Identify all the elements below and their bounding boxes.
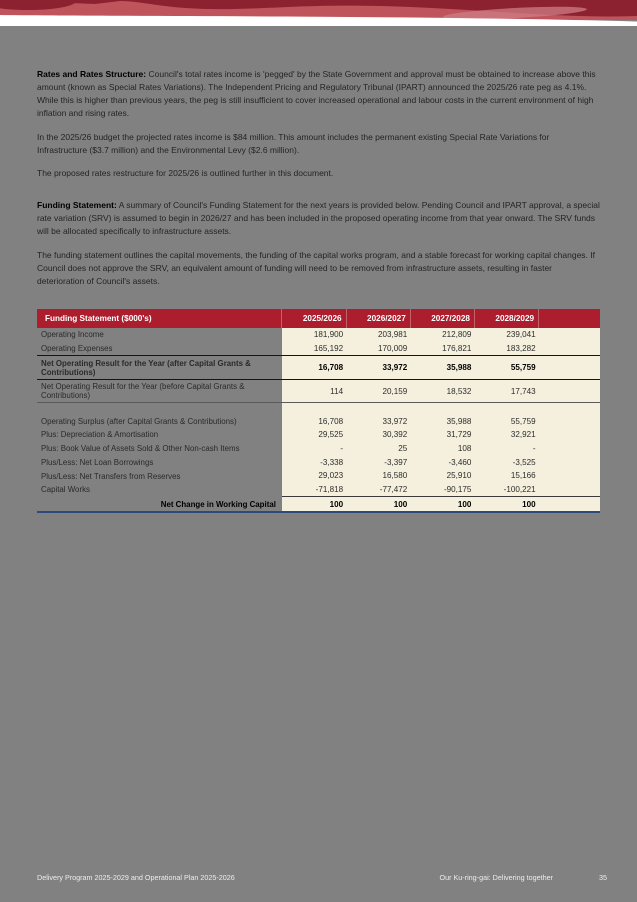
cell-value: 55,759 <box>474 414 538 428</box>
spacer-cell <box>539 328 600 342</box>
table-row-net-loan-borrowings <box>37 455 600 469</box>
row-label: Operating Expenses <box>41 343 113 353</box>
cell-value <box>346 403 410 415</box>
header-wave-banner <box>0 0 637 26</box>
cell-value: 33,972 <box>346 356 410 380</box>
spacer-cell <box>539 414 600 428</box>
cell-value: 16,580 <box>346 469 410 483</box>
spacer-cell <box>539 341 600 355</box>
footer-document-title: Delivery Program 2025-2029 and Operational Plan 2025-2026 <box>37 873 235 882</box>
row-label: Plus/Less: Net Transfers from Reserves <box>41 471 181 481</box>
cell-value: 203,981 <box>346 328 410 342</box>
table-row-net-result-before-grants <box>37 379 600 403</box>
table-row-net-transfers-reserves <box>37 469 600 483</box>
paragraph-text: The proposed rates restructure for 2025/26 is outlined further in this document. <box>37 168 334 179</box>
cell-value: 100 <box>474 497 538 512</box>
row-label: Operating Income <box>41 330 104 340</box>
cell-value: 31,729 <box>410 428 474 442</box>
spacer-cell <box>539 379 600 403</box>
cell-value: 35,988 <box>410 356 474 380</box>
table-row-net-result-after-grants <box>37 356 600 380</box>
cell-value: 16,708 <box>282 356 346 380</box>
paragraph-text: The funding statement outlines the capital movements, the funding of the capital works program, and a stable forecast for working capital changes. If Council does not approve the SRV, an equivalent amount of funding will need to be removed from infrastructure assets, resulting in faster deterioration of Council's assets. <box>37 250 596 286</box>
table-row-net-change-working-capital <box>37 497 600 512</box>
cell-value: 29,023 <box>282 469 346 483</box>
cell-value: -3,397 <box>346 455 410 469</box>
cell-value: 15,166 <box>474 469 538 483</box>
cell-value: 165,192 <box>282 341 346 355</box>
cell-value: 55,759 <box>474 356 538 380</box>
paragraph-text: A summary of Council's Funding Statement for the next years is provided below. Pending Council and IPART approval, a special rate variation (SRV) is assumed to begin in 2026/27 and has been included in the proposed operating income from that year onward. The SRV funds will be allocated specifically to infrastructure assets. <box>37 200 600 237</box>
cell-value <box>410 403 474 415</box>
cell-value: -90,175 <box>410 483 474 497</box>
cell-value: 18,532 <box>410 379 474 403</box>
cell-value: 181,900 <box>282 328 346 342</box>
column-header-2025-2026: 2025/2026 <box>282 309 346 328</box>
spacer-cell <box>539 483 600 497</box>
cell-value: 32,921 <box>474 428 538 442</box>
cell-value: 20,159 <box>346 379 410 403</box>
spacer-cell <box>539 403 600 415</box>
cell-value: 100 <box>410 497 474 512</box>
row-label: Plus/Less: Net Loan Borrowings <box>41 457 154 467</box>
wave-graphic-icon <box>0 0 637 26</box>
cell-value: 176,821 <box>410 341 474 355</box>
cell-value: 17,743 <box>474 379 538 403</box>
paragraph-funding-statement <box>37 199 600 238</box>
cell-value: -77,472 <box>346 483 410 497</box>
cell-value: 108 <box>410 442 474 456</box>
row-label: Plus: Depreciation & Amortisation <box>41 430 159 440</box>
row-label: Net Operating Result for the Year (after Capital Grants & Contributions) <box>37 356 282 380</box>
spacer-cell <box>539 469 600 483</box>
cell-value: 33,972 <box>346 414 410 428</box>
table-title: Funding Statement ($000's) <box>37 309 282 328</box>
page-footer <box>37 873 607 882</box>
paragraph-capital-movements <box>37 249 600 288</box>
footer-tagline: Our Ku-ring-gai: Delivering together <box>439 873 553 882</box>
column-header-2028-2029: 2028/2029 <box>474 309 538 328</box>
table-row-book-value-assets <box>37 442 600 456</box>
cell-value: 212,809 <box>410 328 474 342</box>
funding-statement-table <box>37 309 600 513</box>
cell-value: -71,818 <box>282 483 346 497</box>
row-label <box>37 403 282 415</box>
table-row-capital-works <box>37 483 600 497</box>
paragraph-rates-restructure <box>37 167 600 180</box>
paragraph-lead: Funding Statement: <box>37 200 117 211</box>
cell-value: - <box>474 442 538 456</box>
cell-value: 30,392 <box>346 428 410 442</box>
table-row-operating-surplus <box>37 414 600 428</box>
page-number: 35 <box>599 873 607 882</box>
header-spacer-cell <box>539 309 600 328</box>
spacer-cell <box>539 455 600 469</box>
paragraph-rates-income <box>37 131 600 157</box>
page-body <box>0 26 637 513</box>
cell-value <box>474 403 538 415</box>
cell-value: -3,338 <box>282 455 346 469</box>
cell-value: 25,910 <box>410 469 474 483</box>
row-label: Operating Surplus (after Capital Grants & Contributions) <box>41 416 237 426</box>
spacer-cell <box>539 356 600 380</box>
table-row-spacer <box>37 403 600 415</box>
paragraph-text: In the 2025/26 budget the projected rates income is $84 million. This amount includes the permanent existing Special Rate Variations for Infrastructure ($3.7 million) and the Environmental Levy ($2.6 million). <box>37 131 550 155</box>
row-label: Net Operating Result for the Year (before Capital Grants & Contributions) <box>37 379 282 403</box>
cell-value: - <box>282 442 346 456</box>
cell-value: -3,460 <box>410 455 474 469</box>
table-row-operating-expenses <box>37 341 600 355</box>
cell-value: -100,221 <box>474 483 538 497</box>
cell-value: 16,708 <box>282 414 346 428</box>
spacer-cell <box>539 428 600 442</box>
column-header-2026-2027: 2026/2027 <box>346 309 410 328</box>
cell-value: 35,988 <box>410 414 474 428</box>
table-row-depreciation <box>37 428 600 442</box>
paragraph-text: Council's total rates income is 'pegged' by the State Government and approval must be obtained to increase above this amount (known as Special Rates Variations). The Independent Pricing and Regulatory Tribunal (IPART) announced the 2025/26 rate peg as 4.1%. While this is higher than previous years, the peg is still insufficient to cover increased operational and labour costs in the current environment of high inflation and rising rates. <box>37 69 596 118</box>
column-header-2027-2028: 2027/2028 <box>410 309 474 328</box>
paragraph-lead: Rates and Rates Structure: <box>37 69 147 79</box>
cell-value: 239,041 <box>474 328 538 342</box>
table-row-operating-income <box>37 328 600 342</box>
paragraph-rates-structure <box>37 68 600 120</box>
cell-value: 100 <box>346 497 410 512</box>
spacer-cell <box>539 497 600 512</box>
cell-value: 170,009 <box>346 341 410 355</box>
cell-value <box>282 403 346 415</box>
cell-value: 114 <box>282 379 346 403</box>
cell-value: 183,282 <box>474 341 538 355</box>
cell-value: 100 <box>282 497 346 512</box>
row-label: Plus: Book Value of Assets Sold & Other Non-cash Items <box>41 444 240 454</box>
cell-value: 29,525 <box>282 428 346 442</box>
cell-value: -3,525 <box>474 455 538 469</box>
table-header-row <box>37 309 600 328</box>
spacer-cell <box>539 442 600 456</box>
row-label: Capital Works <box>41 485 90 495</box>
cell-value: 25 <box>346 442 410 456</box>
row-label: Net Change in Working Capital <box>37 497 282 512</box>
